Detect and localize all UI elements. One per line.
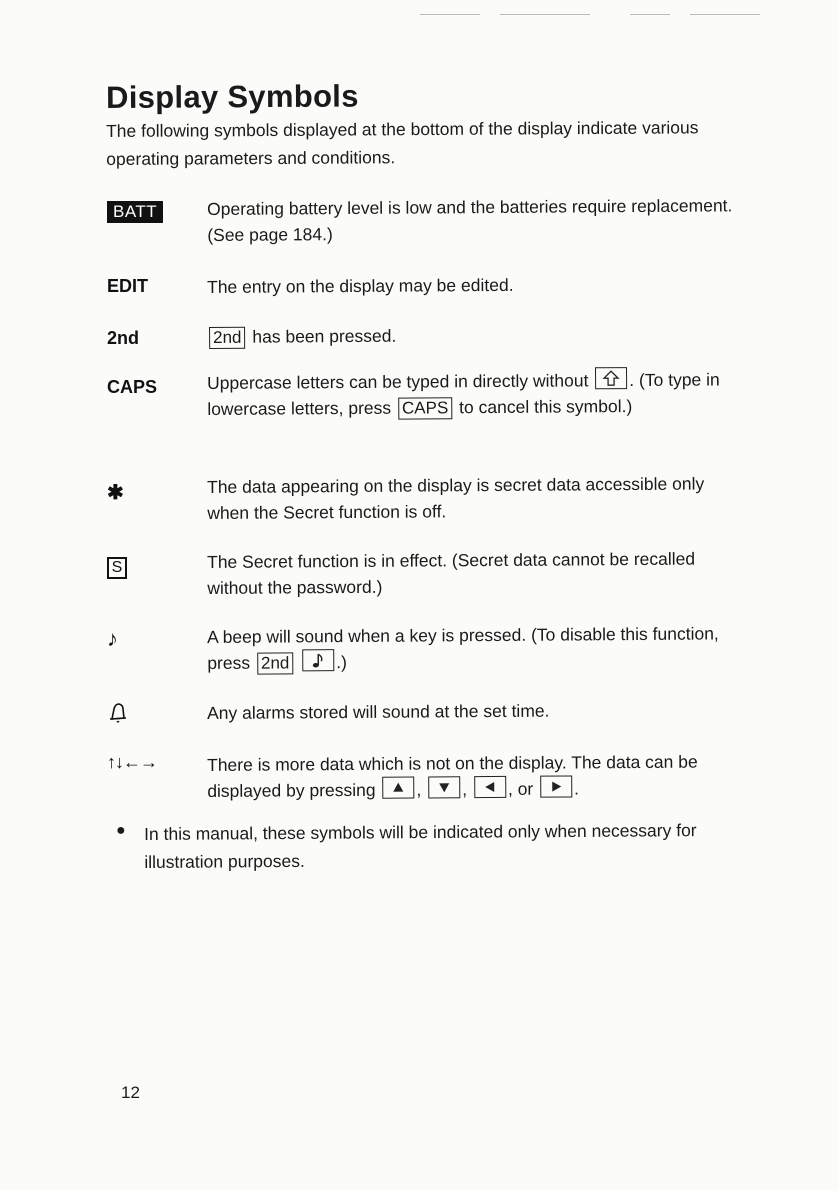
arrows-sep-3: , or (507, 778, 534, 799)
scan-artifact (690, 14, 760, 15)
secret-description: The Secret function is in effect. (Secret data cannot be recalled without the password.) (207, 548, 696, 598)
intro-text: The following symbols displayed at the bottom of the display indicate various operating parameters and conditions. (106, 117, 699, 169)
page-number: 12 (121, 1083, 140, 1102)
arrows-symbol: ↑↓←→ (107, 752, 157, 772)
caps-text-c: to cancel this symbol.) (459, 396, 633, 418)
star-symbol: ✱ (107, 482, 124, 504)
scan-artifact (630, 14, 670, 15)
second-description (207, 320, 747, 350)
batt-description: Operating battery level is low and the batteries require replacement. (See page 184.) (207, 195, 733, 245)
shift-key-icon (595, 367, 627, 389)
down-arrow-key-icon (428, 776, 460, 798)
scan-artifact (500, 14, 590, 15)
up-arrow-key-icon (382, 777, 414, 799)
alarm-symbol (107, 700, 129, 729)
note-key-icon (302, 649, 334, 671)
alarm-description: Any alarms stored will sound at the set time. (207, 700, 550, 723)
edit-description: The entry on the display may be edited. (207, 274, 514, 297)
beep-description (207, 620, 747, 676)
left-arrow-key-icon (474, 776, 506, 798)
caps-description (207, 366, 747, 422)
batt-badge: BATT (107, 201, 163, 223)
second-symbol: 2nd (107, 328, 140, 348)
scan-artifact (420, 14, 480, 15)
caps-symbol: CAPS (107, 377, 158, 397)
key-2nd: 2nd (209, 327, 246, 349)
key-caps: CAPS (398, 397, 452, 419)
note-bullet: ● (116, 822, 126, 839)
secret-symbol (107, 556, 127, 579)
arrows-text: There is more data which is not on the display. The data can be displayed by pressing (207, 751, 698, 801)
secret-s-icon: S (107, 557, 127, 579)
beep-text-a: A beep will sound when a key is pressed. (To disable this function, press (207, 623, 719, 673)
caps-text-a: Uppercase letters can be typed in directly without (207, 370, 589, 393)
key-2nd: 2nd (257, 652, 294, 674)
page-title: Display Symbols (106, 78, 359, 115)
second-text: has been pressed. (252, 325, 397, 347)
note-text: In this manual, these symbols will be indicated only when necessary for illustration purposes. (144, 820, 697, 872)
arrows-end: . (574, 778, 580, 799)
star-description: The data appearing on the display is secret data accessible only when the Secret function is off. (207, 473, 705, 523)
edit-symbol: EDIT (107, 276, 149, 296)
batt-symbol (107, 201, 163, 223)
arrows-sep-2: , (462, 779, 468, 800)
beep-note-icon: ♪ (107, 626, 118, 651)
beep-text-b: .) (336, 652, 347, 673)
alarm-bell-icon (107, 700, 129, 724)
arrows-description (207, 748, 747, 804)
arrows-sep-1: , (416, 779, 422, 800)
right-arrow-key-icon (540, 775, 572, 797)
caps-text-b: . (To type in lowercase letters, press (207, 369, 720, 419)
